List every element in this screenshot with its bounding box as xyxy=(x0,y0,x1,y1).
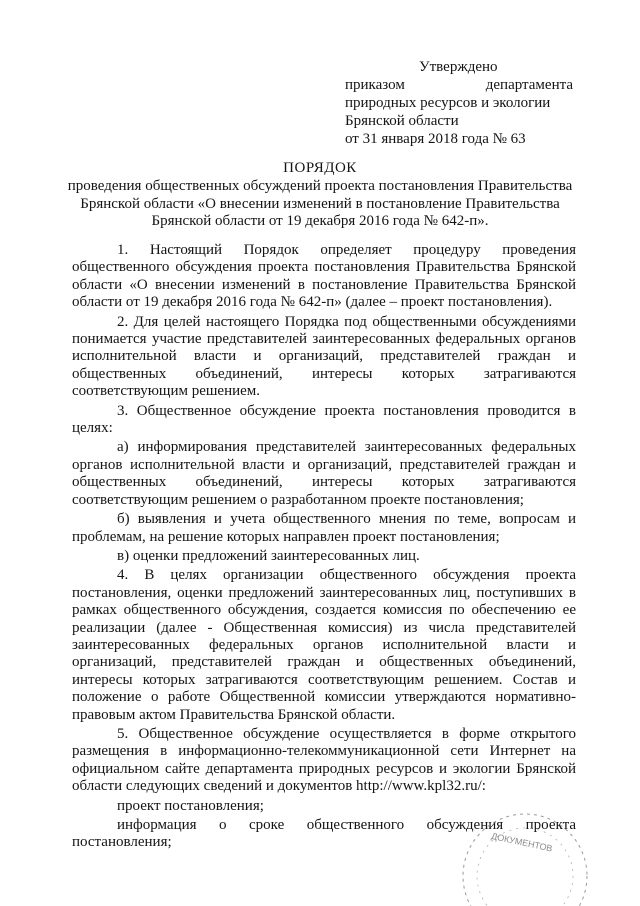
approval-department-name: природных ресурсов и экологии xyxy=(345,95,551,111)
paragraph-2: 2. Для целей настоящего Порядка под общественными обсуждениями понимается участие представителей заинтересованных федеральных органов исполнительной власти и организаций, представителей граждан и общественных объединений, интересы которых затрагиваются соответствующим решением. xyxy=(72,313,576,400)
approval-block xyxy=(345,58,573,148)
approval-heading: Утверждено xyxy=(419,59,498,75)
paragraph-3c: в) оценки предложений заинтересованных лиц. xyxy=(117,547,420,564)
document-body xyxy=(72,242,576,854)
approval-department-word: департамента xyxy=(485,77,573,93)
document-title: ПОРЯДОК xyxy=(283,160,357,176)
approval-region: Брянской области xyxy=(345,113,459,129)
paragraph-1: 1. Настоящий Порядок определяет процедуру проведения общественного обсуждения проекта постановления Правительства Брянской области «О внесении изменений в постановление Правительства Брянской области от 19 декабря 2016 года № 642-п» (далее – проект постановления). xyxy=(72,242,576,311)
paragraph-5: 5. Общественное обсуждение осуществляется в форме открытого размещения в информационно-телекоммуникационной сети Интернет на официальном сайте департамента природных ресурсов и экологии Брянской области следующих сведений и документов http://www.kpl32.ru/: xyxy=(72,725,576,795)
paragraph-5-item-2: информация о сроке общественного обсуждения проекта постановления; xyxy=(72,817,576,851)
approval-order-word: приказом xyxy=(345,77,405,93)
stamp-seal xyxy=(450,806,600,906)
stamp-text: ДОКУМЕНТОВ xyxy=(490,830,554,854)
paragraph-3a: а) информирования представителей заинтересованных федеральных органов исполнительной власти и организаций, представителей граждан и общественных объединений, интересы которых затрагиваются соответствующим решением о разработанном проекте постановления; xyxy=(72,439,576,508)
approval-date: от 31 января 2018 года № 63 xyxy=(345,131,526,147)
approval-order-line xyxy=(345,76,573,94)
paragraph-3: 3. Общественное обсуждение проекта постановления проводится в целях: xyxy=(72,402,576,437)
paragraph-4: 4. В целях организации общественного обсуждения проекта постановления, оценки предложений заинтересованных лиц, поступивших в рамках общественного обсуждения, создается комиссия по обеспечению ее реализации (далее - Общественная комиссия) из числа представителей заинтересованных федеральных органов исполнительной власти и организаций, представителей граждан и общественных объединений, интересы которых затрагиваются соответствующим решением. Состав и положение о работе Общественной комиссии утверждаются нормативно-правовым актом Правительства Брянской области. xyxy=(72,567,576,723)
document-subtitle: проведения общественных обсуждений проекта постановления Правительства Брянской области «О внесении изменений в постановление Правительства Брянской области от 19 декабря 2016 года № 642-п». xyxy=(67,178,573,229)
paragraph-5-item-1: проект постановления; xyxy=(117,797,264,814)
paragraph-3b: б) выявления и учета общественного мнения по теме, вопросам и проблемам, на решение которых направлен проект постановления; xyxy=(72,511,576,545)
